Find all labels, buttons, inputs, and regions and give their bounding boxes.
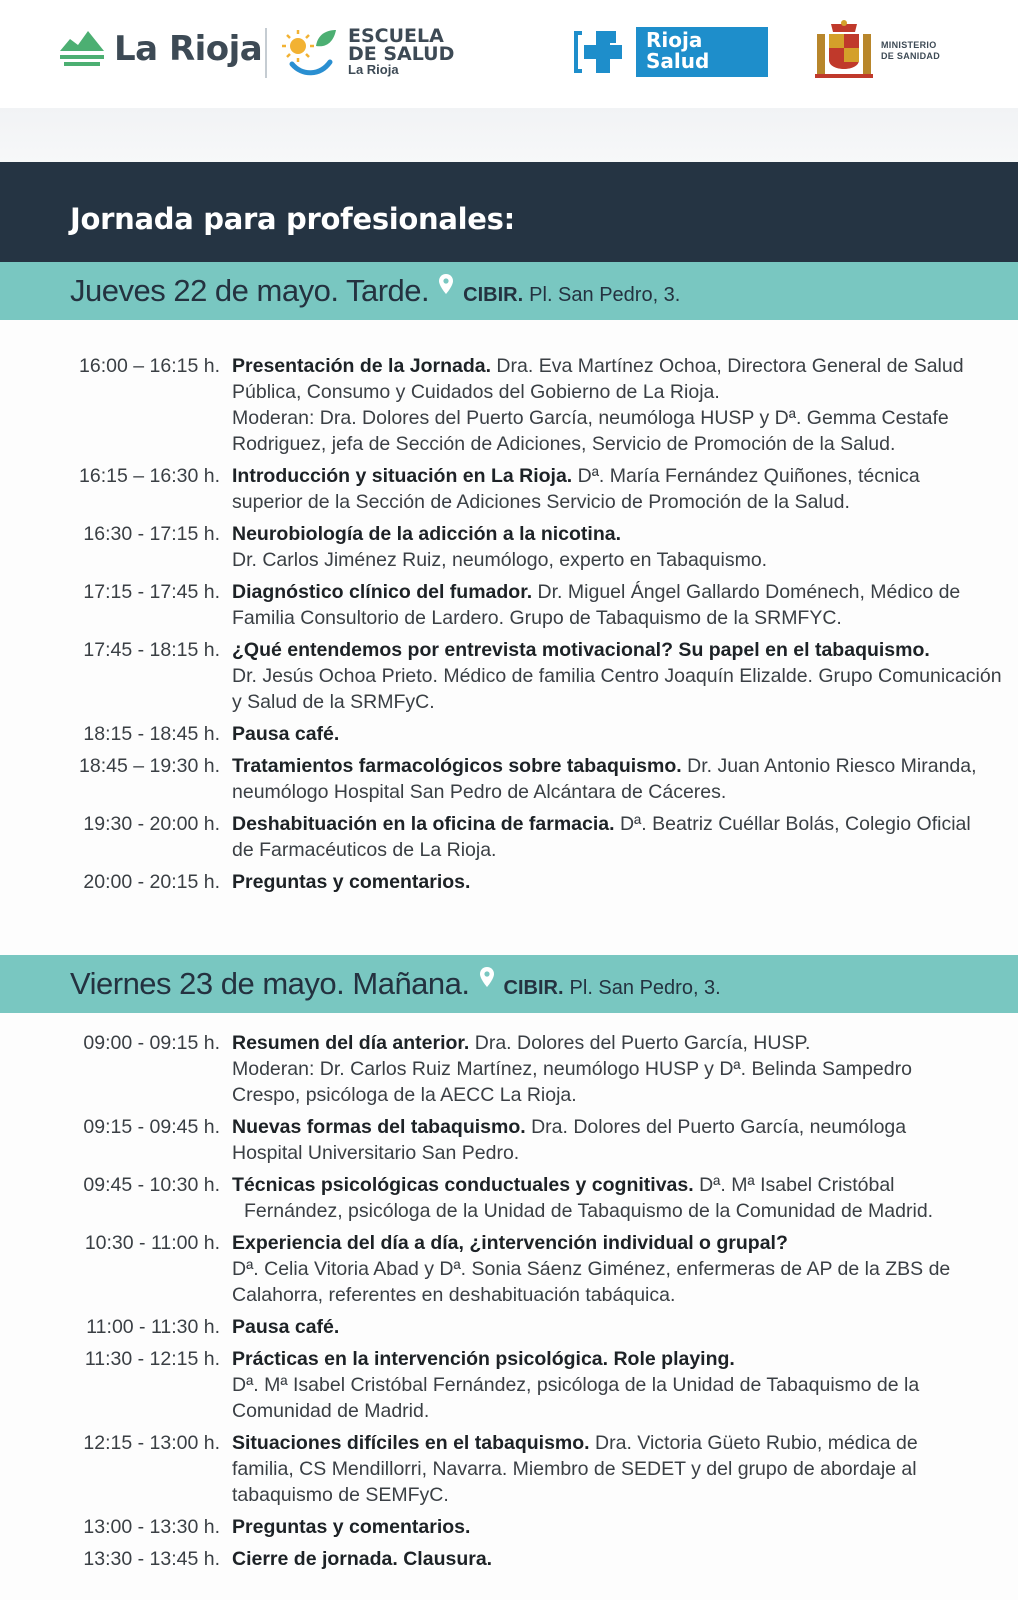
row-text-2: Moderan: Dr. Carlos Ruiz Martínez, neumólogo HUSP y Dª. Belinda Sampedro Crespo, psicóloga de la AECC La Rioja. xyxy=(232,1058,912,1106)
schedule-row xyxy=(0,579,1018,631)
schedule-row xyxy=(0,811,1018,863)
schedule-row xyxy=(0,1514,1018,1540)
row-title: Diagnóstico clínico del fumador. xyxy=(232,581,533,603)
row-time: 16:15 – 16:30 h. xyxy=(79,465,220,487)
row-description xyxy=(232,637,1018,715)
day-1-label: Jueves 22 de mayo. Tarde. xyxy=(70,273,430,308)
schedule-row xyxy=(0,1172,1018,1224)
day-1-place-address: Pl. San Pedro, 3. xyxy=(529,283,681,306)
row-title: Introducción y situación en La Rioja. xyxy=(232,465,573,487)
schedule-row xyxy=(0,1230,1018,1308)
row-description xyxy=(232,1230,1018,1308)
row-time: 19:30 - 20:00 h. xyxy=(83,813,220,835)
location-pin-icon xyxy=(480,967,494,989)
schedule-row xyxy=(0,869,1018,895)
row-description xyxy=(232,869,1018,895)
row-time: 10:30 - 11:00 h. xyxy=(84,1232,220,1254)
day-2-band xyxy=(0,955,1018,1013)
rioja-salud-line-1: Rioja xyxy=(646,28,703,52)
row-title: Nuevas formas del tabaquismo. xyxy=(232,1116,526,1138)
row-description xyxy=(232,463,1018,515)
row-description xyxy=(232,721,1018,747)
schedule-row xyxy=(0,1030,1018,1108)
row-time: 13:00 - 13:30 h. xyxy=(83,1516,220,1538)
rioja-salud-box xyxy=(636,27,768,77)
row-title: Situaciones difíciles en el tabaquismo. xyxy=(232,1432,590,1454)
row-time: 16:30 - 17:15 h. xyxy=(83,523,220,545)
row-title: Cierre de jornada. Clausura. xyxy=(232,1548,493,1570)
row-description xyxy=(232,1314,1018,1340)
row-text: Dra. Dolores del Puerto García, HUSP. xyxy=(469,1032,811,1054)
row-description xyxy=(232,1514,1018,1540)
schedule-row xyxy=(0,721,1018,747)
row-text: Dª. María Fernández Quiñones, técnica superior de la Sección de Adiciones Servicio de Promoción de la Salud. xyxy=(232,465,920,513)
header-logos xyxy=(0,0,1018,108)
day-1-place-name: CIBIR. xyxy=(463,283,524,306)
row-time: 17:15 - 17:45 h. xyxy=(83,581,220,603)
row-description xyxy=(232,1114,1018,1166)
row-description xyxy=(232,1546,1018,1572)
row-time: 16:00 – 16:15 h. xyxy=(79,355,220,377)
row-time: 13:30 - 13:45 h. xyxy=(83,1548,220,1570)
row-time: 11:00 - 11:30 h. xyxy=(86,1316,220,1338)
row-text: Dra. Dolores del Puerto García, neumóloga Hospital Universitario San Pedro. xyxy=(232,1116,907,1164)
row-title: Experiencia del día a día, ¿intervención individual o grupal? xyxy=(232,1232,788,1254)
escuela-line-3: La Rioja xyxy=(348,62,399,77)
rioja-salud-cross-icon xyxy=(570,27,632,77)
schedule-row xyxy=(0,753,1018,805)
day-1-band xyxy=(0,262,1018,320)
row-time: 18:45 – 19:30 h. xyxy=(79,755,220,777)
row-description xyxy=(232,521,1018,573)
schedule-row xyxy=(0,1346,1018,1424)
logo-rioja-salud[interactable] xyxy=(570,26,768,78)
row-description xyxy=(232,1346,1018,1424)
la-rioja-mountain-icon xyxy=(60,29,104,69)
row-text: Dª. Mª Isabel Cristóbal xyxy=(693,1174,895,1196)
ministerio-line-1: MINISTERIO xyxy=(881,40,937,50)
row-description xyxy=(232,1430,1018,1508)
schedule-row xyxy=(0,1430,1018,1508)
row-title: Pausa café. xyxy=(232,1316,340,1338)
schedule-row xyxy=(0,353,1018,457)
day-1-schedule xyxy=(0,353,1018,901)
row-title: Presentación de la Jornada. xyxy=(232,355,492,377)
page-title: Jornada para profesionales: xyxy=(70,202,515,236)
header-spacer xyxy=(0,108,1018,164)
row-text-2: Dr. Jesús Ochoa Prieto. Médico de familia Centro Joaquín Elizalde. Grupo Comunicación y Salud de la SRMFyC. xyxy=(232,665,1002,713)
day-2-place-address: Pl. San Pedro, 3. xyxy=(569,976,721,999)
row-title: Pausa café. xyxy=(232,723,340,745)
row-text: Dr. Miguel Ángel Gallardo Doménech, Médico de Familia Consultorio de Lardero. Grupo de Tabaquismo de la SRMFYC. xyxy=(232,581,961,629)
schedule-row xyxy=(0,1546,1018,1572)
row-description xyxy=(232,753,1018,805)
schedule-row xyxy=(0,521,1018,573)
row-time: 09:00 - 09:15 h. xyxy=(83,1032,220,1054)
row-time: 18:15 - 18:45 h. xyxy=(83,723,220,745)
row-title: Tratamientos farmacológicos sobre tabaquismo. xyxy=(232,755,682,777)
logo-divider xyxy=(265,28,267,78)
row-title: Prácticas en la intervención psicológica. Role playing. xyxy=(232,1348,735,1370)
row-time: 09:45 - 10:30 h. xyxy=(83,1174,220,1196)
row-time: 17:45 - 18:15 h. xyxy=(83,639,220,661)
row-title: Deshabituación en la oficina de farmacia. xyxy=(232,813,615,835)
logo-ministerio-sanidad[interactable] xyxy=(815,20,940,82)
row-text-2: Dª. Mª Isabel Cristóbal Fernández, psicóloga de la Unidad de Tabaquismo de la Comunidad de Madrid. xyxy=(232,1374,920,1422)
row-text-2: Dr. Carlos Jiménez Ruiz, neumólogo, experto en Tabaquismo. xyxy=(232,549,768,571)
schedule-row xyxy=(0,637,1018,715)
day-2-schedule xyxy=(0,1030,1018,1578)
row-title: Técnicas psicológicas conductuales y cognitivas. xyxy=(232,1174,694,1196)
row-title: Neurobiología de la adicción a la nicotina. xyxy=(232,523,621,545)
row-description xyxy=(232,1030,1018,1108)
coat-of-arms-icon xyxy=(815,20,873,82)
escuela-line-1: ESCUELA xyxy=(348,25,444,47)
row-title: Preguntas y comentarios. xyxy=(232,1516,471,1538)
schedule-row xyxy=(0,1314,1018,1340)
day-2-label: Viernes 23 de mayo. Mañana. xyxy=(70,966,470,1001)
row-description xyxy=(232,811,1018,863)
row-title: Preguntas y comentarios. xyxy=(232,871,471,893)
escuela-line-2: DE SALUD xyxy=(348,43,455,65)
row-text: Dra. Eva Martínez Ochoa, Directora General de Salud Pública, Consumo y Cuidados del Gobierno de La Rioja. xyxy=(232,355,964,403)
la-rioja-logo-text: La Rioja xyxy=(114,29,263,69)
row-time: 09:15 - 09:45 h. xyxy=(83,1116,220,1138)
row-time: 20:00 - 20:15 h. xyxy=(83,871,220,893)
day-2-place-name: CIBIR. xyxy=(503,976,564,999)
row-title: Resumen del día anterior. xyxy=(232,1032,470,1054)
title-band xyxy=(0,162,1018,262)
row-text-2: Moderan: Dra. Dolores del Puerto García, neumóloga HUSP y Dª. Gemma Cestafe Rodriguez, jefa de Sección de Adiciones, Servicio de Promoción de la Salud. xyxy=(232,407,949,455)
escuela-sun-leaf-icon xyxy=(282,26,338,78)
rioja-salud-line-2: Salud xyxy=(646,49,710,73)
location-pin-icon xyxy=(439,274,453,296)
row-text: Dª. Beatriz Cuéllar Bolás, Colegio Oficial de Farmacéuticos de La Rioja. xyxy=(232,813,971,861)
row-description xyxy=(232,353,1018,457)
row-description xyxy=(232,1172,1018,1224)
logo-escuela-de-salud[interactable] xyxy=(282,26,454,78)
row-time: 11:30 - 12:15 h. xyxy=(84,1348,220,1370)
row-time: 12:15 - 13:00 h. xyxy=(83,1432,220,1454)
logo-la-rioja[interactable] xyxy=(60,24,262,74)
row-text: Dra. Victoria Güeto Rubio, médica de familia, CS Mendillorri, Navarra. Miembro de SEDET y del grupo de abordaje al tabaquismo de SEMFyC. xyxy=(232,1432,918,1506)
row-text-2: Dª. Celia Vitoria Abad y Dª. Sonia Sáenz Giménez, enfermeras de AP de la ZBS de Calahorra, referentes en deshabituación tabáquica. xyxy=(232,1258,951,1306)
row-text-2: Fernández, psicóloga de la Unidad de Tabaquismo de la Comunidad de Madrid. xyxy=(244,1200,934,1222)
schedule-row xyxy=(0,1114,1018,1166)
schedule-row xyxy=(0,463,1018,515)
row-title: ¿Qué entendemos por entrevista motivacional? Su papel en el tabaquismo. xyxy=(232,639,930,661)
row-text: Dr. Juan Antonio Riesco Miranda, neumólogo Hospital San Pedro de Alcántara de Cáceres. xyxy=(232,755,977,803)
row-description xyxy=(232,579,1018,631)
ministerio-line-2: DE SANIDAD xyxy=(881,51,941,61)
